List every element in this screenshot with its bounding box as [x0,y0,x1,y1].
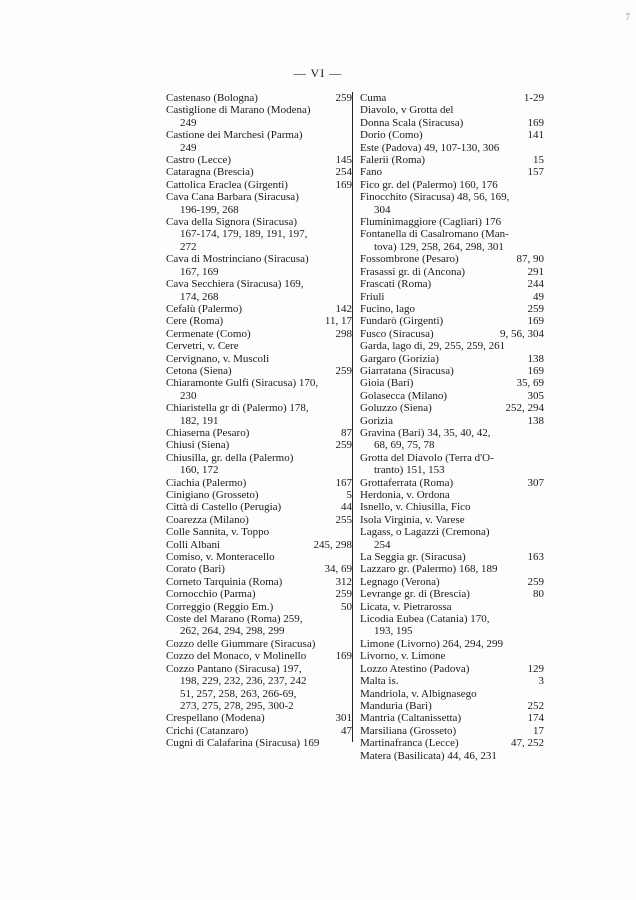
index-entry [360,365,544,377]
entry-term: Lagass, o Lagazzi (Cremona) [360,526,490,539]
index-entry [166,353,352,365]
entry-term: Coarezza (Milano) [166,513,249,526]
entry-pages: 259 [527,575,544,588]
entry-pages: 49 [533,290,544,303]
index-entry [166,278,352,303]
entry-pages: 255 [335,513,352,526]
entry-pages: 252 [527,699,544,712]
entry-term: Malta is. [360,675,399,688]
entry-term: Golasecca (Milano) [360,389,448,402]
entry-continuation: 51, 257, 258, 263, 266-69, [180,687,297,700]
entry-pages: 141 [527,129,544,142]
entry-term: Cataragna (Brescia) [166,166,254,179]
entry-term: Marsiliana (Grosseto) [360,724,457,737]
index-entry [166,452,352,477]
entry-term: Castenaso (Bologna) [166,92,258,104]
entry-pages: 259 [335,92,352,104]
entry-pages: 157 [527,166,544,179]
entry-term: Grotta del Diavolo (Terra d'O- [360,451,494,464]
entry-continuation: 254 [374,538,391,551]
entry-continuation: 182, 191 [180,414,219,427]
column-divider [352,92,353,742]
entry-term: Colli Albani [166,538,221,551]
index-entry [360,501,544,513]
edge-mark: 7 [625,12,630,22]
entry-pages: 80 [533,588,544,601]
entry-term: Frascati (Roma) [360,278,432,291]
entry-term: Isnello, v. Chiusilla, Fico [360,501,471,514]
index-entry [166,340,352,352]
entry-term: Fico gr. del (Palermo) 160, 176 [360,178,498,191]
entry-pages: 259 [335,588,352,601]
index-entry [360,266,544,278]
entry-term: Cava della Signora (Siracusa) [166,216,298,229]
index-entry [360,253,544,265]
entry-term: Fontanella di Casalromano (Man- [360,228,509,241]
entry-term: Licodia Eubea (Catania) 170, [360,613,490,626]
entry-pages: 138 [527,352,544,365]
entry-continuation: 249 [180,116,197,129]
entry-pages: 259 [335,439,352,452]
index-entry [166,427,352,439]
entry-term: Limone (Livorno) 264, 294, 299 [360,637,503,650]
entry-term: Crichi (Catanzaro) [166,724,249,737]
index-entry [360,688,544,700]
entry-pages: 11, 17 [324,315,352,328]
index-entry [360,278,544,290]
index-entry [360,191,544,216]
index-entry [360,563,544,575]
index-column-left [166,92,352,750]
index-entry [360,576,544,588]
entry-pages: 87 [341,426,352,439]
index-entry [166,501,352,513]
entry-term: Cermenate (Como) [166,327,251,340]
index-entry [360,328,544,340]
index-entry [360,315,544,327]
index-entry [360,166,544,178]
entry-term: Crespellano (Modena) [166,712,265,725]
index-entry [166,551,352,563]
entry-term: Mandriola, v. Albignasego [360,687,477,700]
entry-continuation: 167-174, 179, 189, 191, 197, [180,228,308,241]
entry-pages: 291 [527,265,544,278]
entry-term: Fano [360,166,382,179]
entry-term: Fusco (Siracusa) [360,327,434,340]
entry-pages: 245, 298 [313,538,352,551]
entry-term: Castiglione di Marano (Modena) [166,104,311,117]
entry-term: Comiso, v. Monteracello [166,551,275,564]
entry-term: Levrange gr. di (Brescia) [360,588,470,601]
entry-pages: 142 [335,302,352,315]
entry-term: Giarratana (Siracusa) [360,364,454,377]
index-entry [360,514,544,526]
index-entry [166,328,352,340]
entry-term: Cava Cana Barbara (Siracusa) [166,191,299,204]
index-entry [166,477,352,489]
entry-term: Fundarò (Girgenti) [360,315,444,328]
index-entry [166,725,352,737]
index-entry [166,104,352,129]
entry-term: Ciachia (Palermo) [166,476,247,489]
entry-continuation: 68, 69, 75, 78 [374,439,435,452]
index-entry [360,291,544,303]
entry-continuation: 198, 229, 232, 236, 237, 242 [180,675,307,688]
entry-continuation: tranto) 151, 153 [374,464,445,477]
entry-term: Donna Scala (Siracusa) [360,116,464,129]
index-entry [166,576,352,588]
entry-term: Mantria (Caltanissetta) [360,712,462,725]
index-entry [360,340,544,352]
entry-term: Cava Secchiera (Siracusa) 169, [166,278,304,291]
index-entry [166,489,352,501]
entry-continuation: 304 [374,203,391,216]
index-entry [360,142,544,154]
entry-continuation: 230 [180,389,197,402]
entry-term: Dorio (Como) [360,129,423,142]
index-entry [360,154,544,166]
entry-term: Fossombrone (Pesaro) [360,253,459,266]
entry-continuation: tova) 129, 258, 264, 298, 301 [374,240,504,253]
entry-continuation: 272 [180,240,197,253]
entry-continuation: 160, 172 [180,464,219,477]
entry-pages: 163 [527,551,544,564]
index-entry [360,700,544,712]
entry-pages: 259 [335,364,352,377]
page-header: — VI — [293,66,343,80]
index-entry [166,601,352,613]
index-entry [360,750,544,762]
entry-pages: 9, 56, 304 [500,327,544,340]
entry-term: Chiaramonte Gulfi (Siracusa) 170, [166,377,319,390]
entry-term: Lazzaro gr. (Palermo) 168, 189 [360,563,498,576]
entry-continuation: 193, 195 [374,625,413,638]
index-entry [360,452,544,477]
index-entry [166,377,352,402]
entry-term: Cetona (Siena) [166,364,232,377]
entry-pages: 312 [335,575,352,588]
entry-term: Finocchito (Siracusa) 48, 56, 169, [360,191,510,204]
index-entry [360,228,544,253]
entry-term: Isola Virginia, v. Varese [360,513,465,526]
index-entry [360,638,544,650]
entry-pages: 254 [335,166,352,179]
entry-term: Chiaristella gr di (Palermo) 178, [166,402,309,415]
entry-term: Falerii (Roma) [360,154,426,167]
entry-pages: 44 [341,501,352,514]
entry-term: Castro (Lecce) [166,154,232,167]
entry-term: Martinafranca (Lecce) [360,737,459,750]
entry-term: Garda, lago di, 29, 255, 259, 261 [360,340,506,353]
index-entry [360,104,544,116]
entry-term: Cava di Mostrinciano (Siracusa) [166,253,309,266]
index-entry [360,427,544,452]
entry-pages: 174 [527,712,544,725]
entry-term: Este (Padova) 49, 107-130, 306 [360,141,500,154]
index-entry [360,477,544,489]
entry-term: Cinigiano (Grosseto) [166,489,259,501]
entry-term: Diavolo, v Grotta del [360,104,454,117]
entry-pages: 17 [533,724,544,737]
entry-term: La Seggia gr. (Siracusa) [360,551,466,564]
entry-term: Licata, v. Pietrarossa [360,600,452,613]
index-entry [166,737,352,749]
entry-pages: 1-29 [523,92,544,104]
index-entry [360,216,544,228]
entry-pages: 129 [527,662,544,675]
index-entry [166,166,352,178]
index-column-right [360,92,544,762]
entry-pages: 301 [335,712,352,725]
index-entry [166,191,352,216]
index-entry [360,725,544,737]
index-entry [166,365,352,377]
index-entry [166,129,352,154]
entry-continuation: 262, 264, 294, 298, 299 [180,625,285,638]
entry-term: Lozzo Atestino (Padova) [360,662,470,675]
entry-pages: 298 [335,327,352,340]
entry-pages: 252, 294 [505,402,544,415]
index-entry [360,601,544,613]
index-entry [166,712,352,724]
entry-term: Corato (Bari) [166,563,225,576]
entry-pages: 34, 69 [324,563,352,576]
index-entry [360,526,544,551]
entry-term: Cugni di Calafarina (Siracusa) 169 [166,737,320,750]
entry-term: Cuma [360,92,387,104]
index-entry [166,402,352,427]
entry-term: Cere (Roma) [166,315,224,328]
index-entry [166,613,352,638]
index-entry [166,650,352,662]
index-entry [360,353,544,365]
entry-pages: 307 [527,476,544,489]
index-entry [166,663,352,713]
index-entry [166,216,352,253]
entry-term: Goluzzo (Siena) [360,402,432,415]
index-entry [360,588,544,600]
index-entry [360,390,544,402]
index-entry [166,179,352,191]
entry-term: Chiusilla, gr. della (Palermo) [166,451,294,464]
index-entry [166,563,352,575]
entry-term: Gargaro (Gorizia) [360,352,439,365]
index-entry [360,650,544,662]
entry-term: Gioia (Bari) [360,377,414,390]
index-entry [166,253,352,278]
entry-pages: 50 [341,600,352,613]
entry-term: Fucino, lago [360,302,415,315]
entry-term: Friuli [360,290,385,303]
entry-term: Gorizia [360,414,393,427]
entry-term: Matera (Basilicata) 44, 46, 231 [360,749,497,762]
index-entry [360,712,544,724]
entry-pages: 3 [538,675,544,688]
index-entry [360,377,544,389]
index-entry [360,92,544,104]
index-entry [360,179,544,191]
index-entry [360,489,544,501]
entry-term: Correggio (Reggio Em.) [166,600,274,613]
entry-pages: 5 [346,489,352,501]
index-entry [360,737,544,749]
index-entry [360,117,544,129]
entry-term: Cornocchio (Parma) [166,588,256,601]
index-entry [166,303,352,315]
entry-term: Colle Sannita, v. Toppo [166,526,270,539]
entry-continuation: 196-199, 268 [180,203,239,216]
entry-term: Legnago (Verona) [360,575,440,588]
entry-term: Cefalù (Palermo) [166,302,243,315]
entry-term: Livorno, v. Limone [360,650,446,663]
index-entry [166,514,352,526]
entry-term: Cattolica Eraclea (Girgenti) [166,178,288,191]
index-entry [360,129,544,141]
entry-term: Frasassi gr. di (Ancona) [360,265,466,278]
entry-pages: 169 [527,116,544,129]
entry-term: Coste del Marano (Roma) 259, [166,613,303,626]
entry-term: Herdonia, v. Ordona [360,489,450,501]
entry-pages: 47 [341,724,352,737]
entry-term: Cozzo del Monaco, v Molinello [166,650,307,663]
entry-term: Grottaferrata (Roma) [360,476,454,489]
index-entry [360,303,544,315]
entry-continuation: 249 [180,141,197,154]
entry-term: Gravina (Bari) 34, 35, 40, 42, [360,426,491,439]
entry-term: Città di Castello (Perugia) [166,501,282,514]
index-entry [166,539,352,551]
index-entry [166,315,352,327]
index-entry [360,663,544,675]
index-entry [360,402,544,414]
index-entry [360,551,544,563]
entry-pages: 35, 69 [516,377,544,390]
index-entry [360,415,544,427]
entry-term: Cozzo delle Giummare (Siracusa) [166,637,316,650]
index-entry [166,526,352,538]
entry-term: Cervignano, v. Muscoli [166,352,270,365]
entry-pages: 259 [527,302,544,315]
index-entry [360,613,544,638]
index-entry [166,154,352,166]
entry-pages: 169 [527,315,544,328]
entry-pages: 169 [335,650,352,663]
entry-term: Fluminimaggiore (Cagliari) 176 [360,216,502,229]
entry-pages: 305 [527,389,544,402]
entry-pages: 138 [527,414,544,427]
entry-term: Cozzo Pantano (Siracusa) 197, [166,662,302,675]
index-entry [166,588,352,600]
entry-pages: 169 [527,364,544,377]
entry-term: Chiusi (Siena) [166,439,230,452]
entry-term: Manduria (Bari) [360,699,432,712]
index-entry [360,675,544,687]
entry-term: Corneto Tarquinia (Roma) [166,575,283,588]
index-entry [166,92,352,104]
entry-pages: 145 [335,154,352,167]
entry-continuation: 273, 275, 278, 295, 300-2 [180,699,294,712]
index-entry [166,439,352,451]
entry-pages: 87, 90 [516,253,544,266]
entry-term: Cervetri, v. Cere [166,340,239,353]
entry-continuation: 174, 268 [180,290,219,303]
entry-term: Chiaserna (Pesaro) [166,426,250,439]
entry-continuation: 167, 169 [180,265,219,278]
entry-term: Castione dei Marchesi (Parma) [166,129,303,142]
entry-pages: 167 [335,476,352,489]
entry-pages: 244 [527,278,544,291]
entry-pages: 169 [335,178,352,191]
entry-pages: 15 [533,154,544,167]
entry-pages: 47, 252 [511,737,544,750]
